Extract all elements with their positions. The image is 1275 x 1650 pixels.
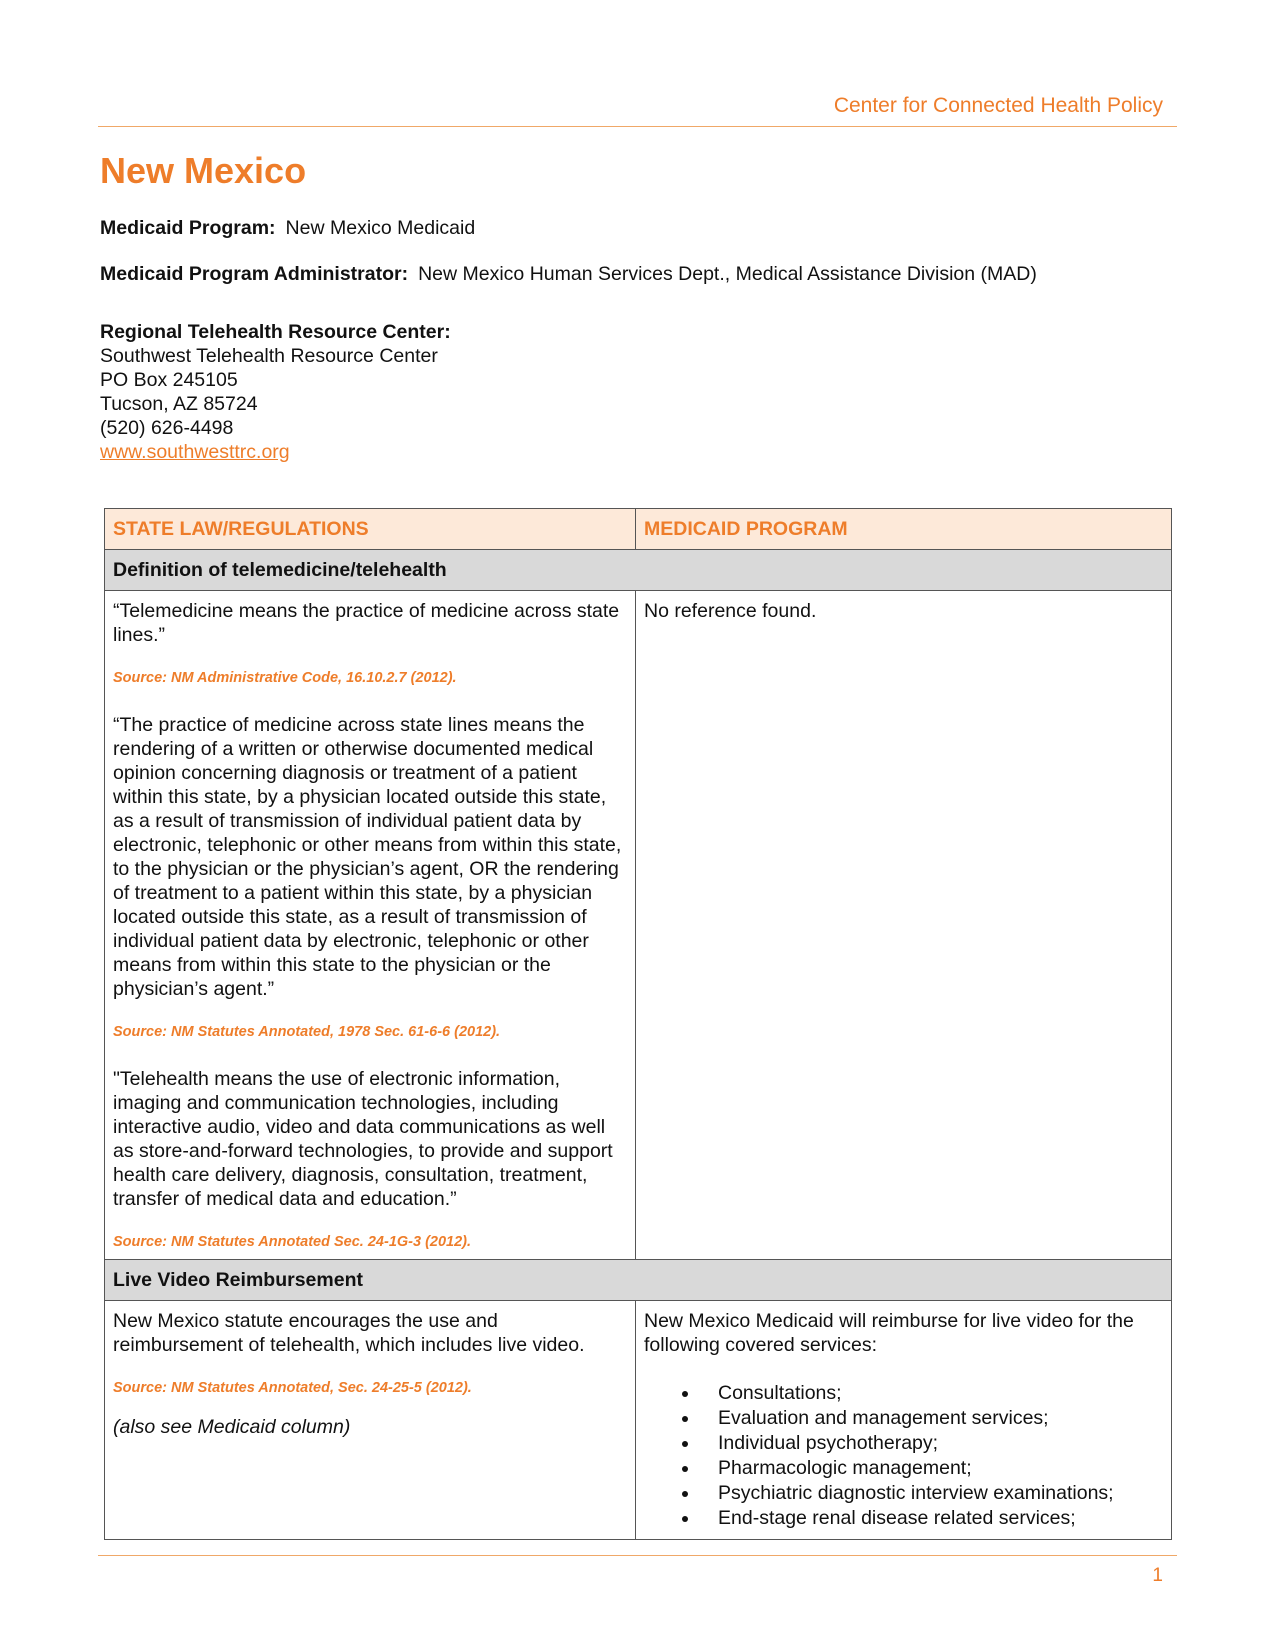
- medicaid-program-line: [100, 216, 475, 240]
- live-video-medicaid-intro: New Mexico Medicaid will reimburse for live video for the following covered services:: [644, 1310, 1134, 1356]
- list-item: End-stage renal disease related services;: [718, 1506, 1163, 1531]
- source-citation: Source: NM Statutes Annotated Sec. 24-1G-3 (2012).: [113, 1234, 472, 1250]
- column-header-medicaid: MEDICAID PROGRAM: [636, 509, 1172, 550]
- medicaid-program-label: Medicaid Program:: [100, 217, 276, 239]
- medicaid-administrator-label: Medicaid Program Administrator:: [100, 263, 409, 285]
- list-item: Consultations;: [718, 1381, 1163, 1406]
- page-title: New Mexico: [100, 150, 307, 191]
- table-header-row: [105, 509, 1172, 550]
- table-row: [105, 591, 1172, 1260]
- state-law-cell: [105, 591, 636, 1260]
- page-number: 1: [1152, 1565, 1163, 1586]
- medicaid-cell: [636, 1301, 1172, 1540]
- medicaid-cell: [636, 591, 1172, 1260]
- resource-center-phone: (520) 626-4498: [100, 417, 234, 439]
- section-row-live-video: [105, 1260, 1172, 1301]
- section-title: Live Video Reimbursement: [105, 1260, 1172, 1301]
- header-divider: [98, 126, 1177, 127]
- resource-center-address-line1: PO Box 245105: [100, 369, 238, 391]
- live-video-statute-text: New Mexico statute encourages the use and reimbursement of telehealth, which includes live video.: [113, 1310, 585, 1356]
- resource-center-website-link[interactable]: www.southwesttrc.org: [100, 441, 290, 463]
- source-citation: Source: NM Administrative Code, 16.10.2.7 (2012).: [113, 670, 457, 686]
- table-row: [105, 1301, 1172, 1540]
- medicaid-administrator-line: [100, 262, 1037, 286]
- state-law-cell: [105, 1301, 636, 1540]
- resource-center-address-line2: Tucson, AZ 85724: [100, 393, 258, 415]
- column-header-state-law: STATE LAW/REGULATIONS: [105, 509, 636, 550]
- resource-center-name: Southwest Telehealth Resource Center: [100, 345, 438, 367]
- medicaid-definition-text: No reference found.: [644, 600, 817, 622]
- definition-practice-across-state-lines: “The practice of medicine across state lines means the rendering of a written or otherwise documented medical opinion concerning diagnosis or treatment of a patient within this state, by a physician located outside this state, as a result of transmission of individual patient data by electronic, telephonic or other means from within this state, to the physician or the physician’s agent, OR the rendering of treatment to a patient within this state, by a physician located outside this state, as a result of transmission of individual patient data by electronic, telephonic or other means from within this state to the physician or the physician’s agent.”: [113, 714, 622, 1000]
- list-item: Individual psychotherapy;: [718, 1431, 1163, 1456]
- list-item: Pharmacologic management;: [718, 1456, 1163, 1481]
- see-medicaid-note: (also see Medicaid column): [113, 1416, 351, 1438]
- section-title: Definition of telemedicine/telehealth: [105, 550, 1172, 591]
- footer-divider: [98, 1555, 1177, 1556]
- source-citation: Source: NM Statutes Annotated, Sec. 24-25-5 (2012).: [113, 1380, 472, 1396]
- resource-center-label: Regional Telehealth Resource Center:: [100, 321, 451, 343]
- covered-services-list: [644, 1381, 1163, 1531]
- source-citation: Source: NM Statutes Annotated, 1978 Sec. 61-6-6 (2012).: [113, 1024, 501, 1040]
- section-row-definition: [105, 550, 1172, 591]
- medicaid-program-value: New Mexico Medicaid: [285, 217, 476, 239]
- list-item: Psychiatric diagnostic interview examinations;: [718, 1481, 1163, 1506]
- list-item: Evaluation and management services;: [718, 1406, 1163, 1431]
- medicaid-administrator-value: New Mexico Human Services Dept., Medical Assistance Division (MAD): [418, 263, 1037, 285]
- definition-telehealth: "Telehealth means the use of electronic information, imaging and communication technologies, including interactive audio, video and data communications as well as store-and-forward technologies, to provide and support health care delivery, diagnosis, consultation, treatment, transfer of medical data and education.”: [113, 1068, 613, 1210]
- header-organization: Center for Connected Health Policy: [833, 94, 1163, 117]
- policy-table: [104, 508, 1172, 1540]
- resource-center-block: [100, 320, 451, 464]
- definition-telemedicine: “Telemedicine means the practice of medicine across state lines.”: [113, 600, 620, 646]
